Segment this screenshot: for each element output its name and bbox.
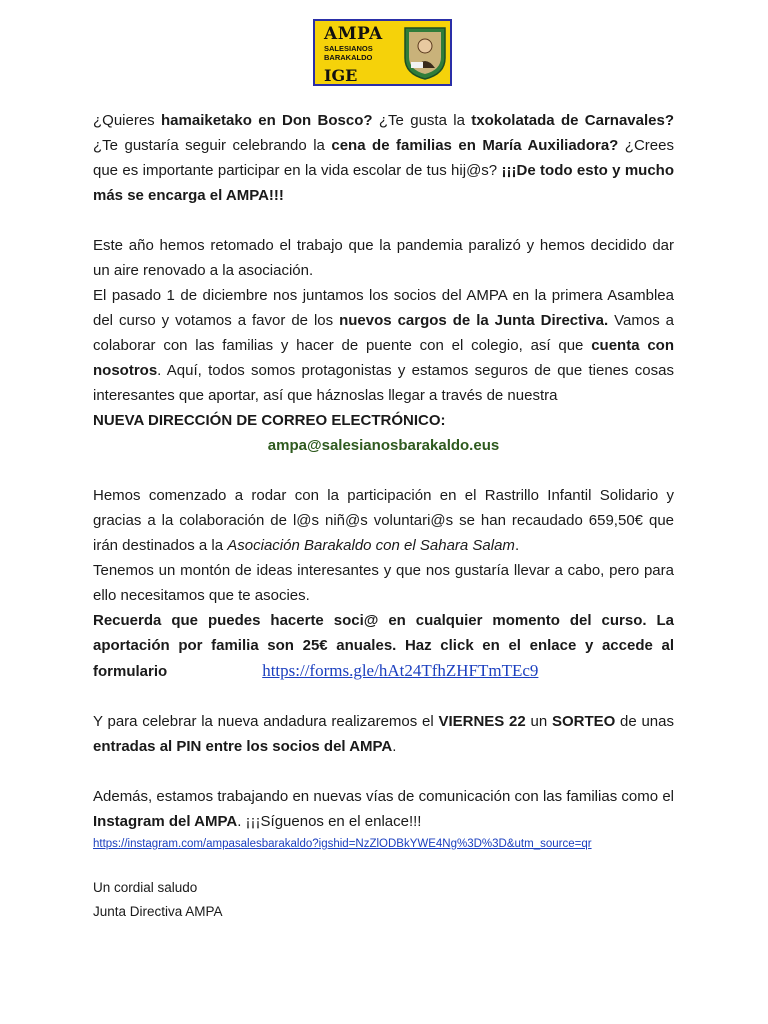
logo-ige: IGE <box>324 66 358 85</box>
instagram-paragraph: Además, estamos trabajando en nuevas vías de comunicación con las familias como el Instagram del AMPA. ¡¡¡Síguenos en el enlace!!! <box>93 788 674 830</box>
intro-paragraph: ¿Quieres hamaiketako en Don Bosco? ¿Te gusta la txokolatada de Carnavales?¿Te gustaría seguir celebrando la cena de familias en María Auxiliadora? ¿Crees que es importante participar en la vida escolar de tus hij@s? ¡¡¡De todo esto y mucho más se encarga el AMPA!!! <box>93 112 675 204</box>
assembly-paragraph: El pasado 1 de diciembre nos juntamos los socios del AMPA en la primera Asamblea del curso y votamos a favor de los nuevos cargos de la Junta Directiva. Vamos a colaborar con las familias y hacer de puente con el colegio, así que cuenta con nosotros. Aquí, todos somos protagonistas y estamos seguros de que tienes cosas interesantes que aportar, así que háznoslas llegar a través de nuestra <box>93 287 675 404</box>
email-line <box>93 433 674 458</box>
crest-icon <box>403 24 447 81</box>
email-heading: NUEVA DIRECCIÓN DE CORREO ELECTRÓNICO: <box>93 412 446 429</box>
raffle-paragraph: Y para celebrar la nueva andadura realizaremos el VIERNES 22 un SORTEO de unas entradas al PIN entre los socios del AMPA. <box>93 713 674 755</box>
ideas-paragraph: Tenemos un montón de ideas interesantes y que nos gustaría llevar a cabo, pero para ello necesitamos que te asocies. <box>93 562 674 604</box>
instagram-link[interactable]: https://instagram.com/ampasalesbarakaldo?igshid=NzZlODBkYWE4Ng%3D%3D&utm_source=qr <box>93 838 592 850</box>
letter-body <box>93 108 674 924</box>
logo-title: AMPA <box>324 24 383 44</box>
rastrillo-paragraph: Hemos comenzado a rodar con la participación en el Rastrillo Infantil Solidario y gracias a la colaboración de l@s niñ@s voluntari@s se han recaudado 659,50€ que irán destinados a la Asociación Barakaldo con el Sahara Salam. <box>93 487 674 554</box>
form-link[interactable]: https://forms.gle/hAt24TfhZHFTmTEc9 <box>262 661 539 680</box>
closing-greeting: Un cordial saludo <box>93 880 198 895</box>
email-address[interactable]: ampa@salesianosbarakaldo.eus <box>267 437 500 454</box>
closing-signature: Junta Directiva AMPA <box>93 904 223 919</box>
renewal-paragraph: Este año hemos retomado el trabajo que la pandemia paralizó y hemos decidido dar un aire renovado a la asociación. <box>93 237 674 279</box>
membership-paragraph: Recuerda que puedes hacerte soci@ en cualquier momento del curso. La aportación por familia son 25€ anuales. Haz click en el enlace y accede al formulario https://forms.gle/hAt24TfhZHFTmTEc9 <box>93 612 674 680</box>
logo-subtitle: SALESIANOS BARAKALDO <box>324 44 373 62</box>
ampa-logo <box>313 19 452 86</box>
